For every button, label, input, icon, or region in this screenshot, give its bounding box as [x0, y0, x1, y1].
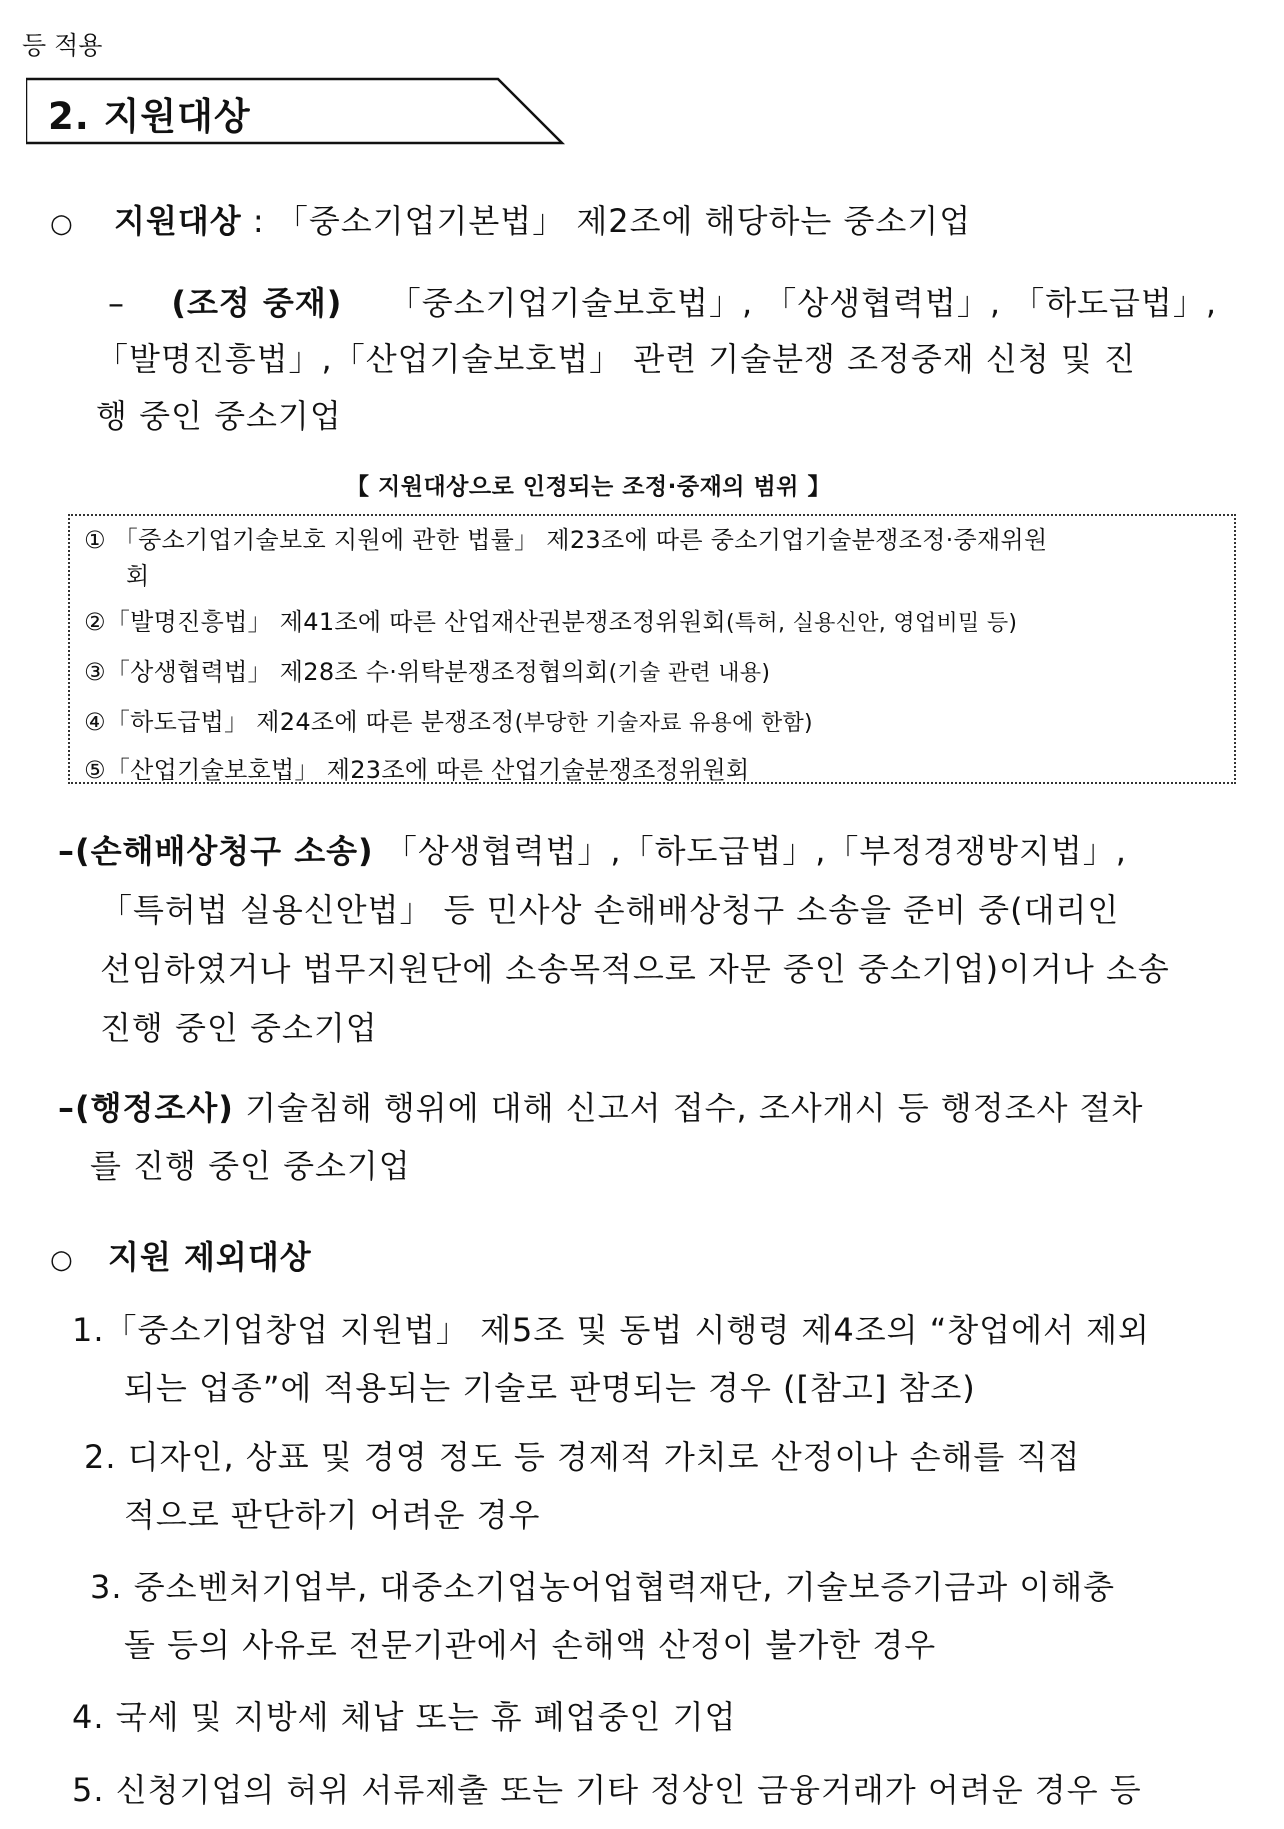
scope-item-2 — [84, 602, 1017, 637]
mediation-line-2: 「발명진흥법」,「산업기술보호법」 관련 기술분쟁 조정중재 신청 및 진 — [96, 340, 1136, 378]
mediation-line-3: 행 중인 중소기업 — [96, 397, 342, 435]
damages-line-2: 「특허법 실용신안법」 등 민사상 손해배상청구 소송을 준비 중(대리인 — [100, 891, 1120, 929]
section-heading: 2. 지원대상 — [48, 95, 251, 138]
damages-text-1: 「상생협력법」,「하도급법」,「부정경쟁방지법」, — [384, 832, 1127, 870]
scope-text-4: 「하도급법」 제24조에 따른 분쟁조정 — [105, 708, 515, 736]
scope-note-4: (부당한 기술자료 유용에 한함) — [514, 711, 813, 736]
scope-text-5: 「산업기술보호법」 제23조에 따른 산업기술분쟁조정위원회 — [105, 756, 750, 784]
exclusion-item-3-line-2: 돌 등의 사유로 전문기관에서 손해액 산정이 불가한 경우 — [124, 1626, 937, 1664]
scope-num-3: ③ — [84, 658, 106, 686]
admin-text-1: 기술침해 행위에 대해 신고서 접수, 조사개시 등 행정조사 절차 — [245, 1089, 1144, 1127]
target-colon: : — [241, 202, 276, 240]
target-line — [50, 196, 971, 242]
scope-text-3: 「상생협력법」 제28조 수·위탁분쟁조정협의회 — [105, 658, 609, 686]
mediation-dash: – — [108, 284, 125, 322]
exclusion-item-1-line-1: 1.「중소기업창업 지원법」 제5조 및 동법 시행령 제4조의 “창업에서 제외 — [72, 1311, 1150, 1349]
damages-line-4: 진행 중인 중소기업 — [100, 1009, 378, 1047]
admin-line-1 — [58, 1083, 1143, 1129]
exclusion-item-5: 5. 신청기업의 허위 서류제출 또는 기타 정상인 금융거래가 어려운 경우 등 — [72, 1771, 1142, 1809]
bullet-icon: ○ — [50, 1245, 74, 1275]
mediation-label: (조정 중재) — [171, 284, 343, 322]
top-note: 등 적용 — [22, 31, 103, 60]
exclusion-item-2-line-1: 2. 디자인, 상표 및 경영 정도 등 경제적 가치로 산정이나 손해를 직접 — [84, 1438, 1081, 1476]
scope-num-5: ⑤ — [84, 756, 106, 784]
mediation-line-1 — [108, 278, 1217, 324]
scope-caption: 【 지원대상으로 인정되는 조정·중재의 범위 】 — [346, 474, 831, 500]
target-text: 「중소기업기본법」 제2조에 해당하는 중소기업 — [275, 202, 972, 240]
mediation-text-1: 「중소기업기술보호법」, 「상생협력법」, 「하도급법」, — [388, 284, 1218, 322]
admin-line-2: 를 진행 중인 중소기업 — [90, 1147, 411, 1185]
scope-num-4: ④ — [84, 708, 106, 736]
damages-line-1 — [58, 826, 1127, 872]
exclusion-item-2-line-2: 적으로 판단하기 어려운 경우 — [124, 1496, 541, 1534]
damages-line-3: 선임하였거나 법무지원단에 소송목적으로 자문 중인 중소기업)이거나 소송 — [100, 950, 1170, 988]
exclusion-item-4: 4. 국세 및 지방세 체납 또는 휴 폐업중인 기업 — [72, 1698, 737, 1736]
damages-label: –(손해배상청구 소송) — [58, 832, 374, 870]
exclusion-item-3-line-1: 3. 중소벤처기업부, 대중소기업농어업협력재단, 기술보증기금과 이해충 — [90, 1568, 1116, 1606]
bullet-icon: ○ — [50, 209, 74, 239]
scope-note-2: (특허, 실용신안, 영업비밀 등) — [726, 611, 1018, 636]
scope-text-1: 「중소기업기술보호 지원에 관한 법률」 제23조에 따른 중소기업기술분쟁조정·중재위원 — [113, 526, 1048, 554]
admin-label: –(행정조사) — [58, 1089, 234, 1127]
scope-text-2: 「발명진흥법」 제41조에 따른 산업재산권분쟁조정위원회 — [105, 608, 726, 636]
target-label: 지원대상 — [114, 202, 242, 240]
scope-note-3: (기술 관련 내용) — [608, 661, 771, 686]
scope-num-2: ② — [84, 608, 106, 636]
scope-item-3 — [84, 652, 770, 687]
exclusion-heading — [50, 1232, 312, 1278]
exclusion-item-1-line-2: 되는 업종”에 적용되는 기술로 판명되는 경우 ([참고] 참조) — [124, 1369, 976, 1407]
scope-item-5 — [84, 750, 749, 785]
scope-item-4 — [84, 702, 813, 737]
scope-item-1 — [84, 520, 1047, 555]
exclusion-title: 지원 제외대상 — [108, 1238, 312, 1276]
scope-item-1-cont: 회 — [126, 562, 150, 590]
scope-num-1: ① — [84, 526, 106, 554]
